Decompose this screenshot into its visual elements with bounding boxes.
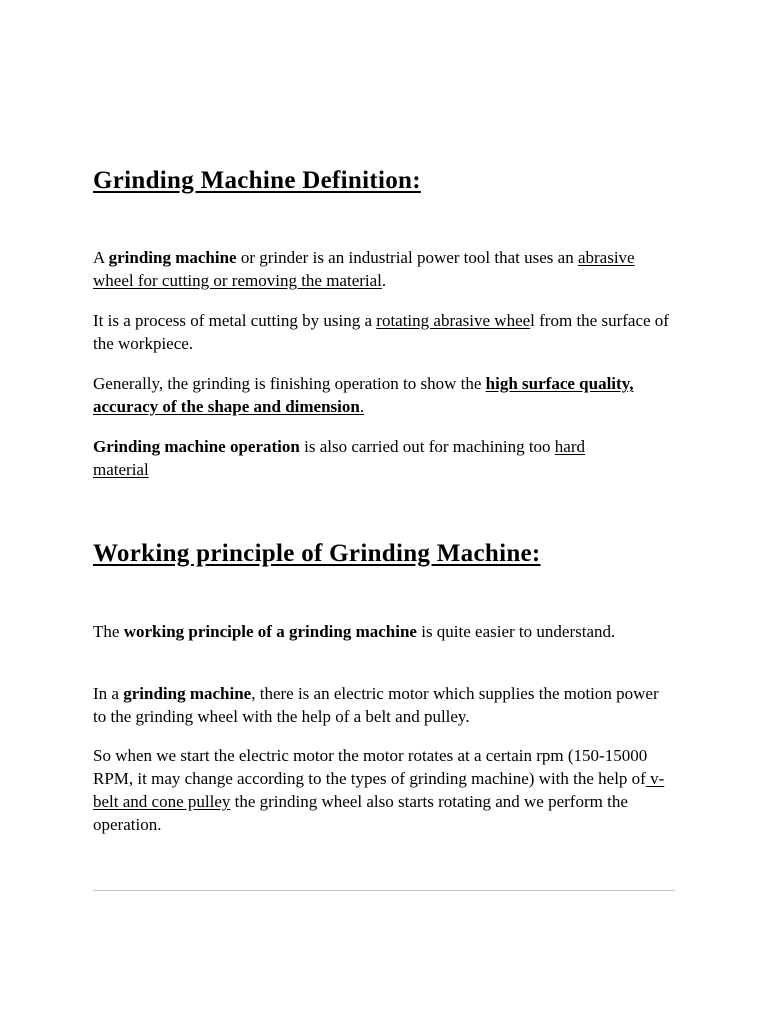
underlined-hard-material: hard material — [93, 437, 586, 479]
text-run: A — [93, 248, 109, 267]
text-run: In a — [93, 684, 124, 703]
paragraph-working-principle — [93, 620, 638, 643]
paragraph-operation — [93, 435, 633, 481]
paragraph-finishing — [93, 372, 638, 418]
text-run: or grinder is an industrial power tool that uses an — [236, 248, 578, 267]
heading-working-principle: Working principle of Grinding Machine: — [93, 540, 541, 567]
bold-grinding-machine: grinding machine — [108, 248, 237, 267]
text-run: l from the surface of the workpiece. — [93, 311, 669, 353]
bold-working-principle: working principle of a grinding machine — [123, 622, 417, 641]
underlined-rotating-abrasive-wheel: rotating abrasive whee — [376, 311, 531, 330]
text-run: The — [93, 622, 124, 641]
bold-grinding-machine-operation: Grinding machine operation — [93, 437, 300, 456]
text-run: is quite easier to understand. — [416, 622, 616, 641]
underlined-abrasive-wheel: abrasive wheel for cutting or removing the material — [93, 248, 635, 290]
text-run: . — [359, 397, 365, 416]
text-run: the grinding wheel also starts rotating and we perform the operation. — [93, 792, 628, 834]
bold-underlined-high-surface-quality: high surface quality, accuracy of the shape and dimension — [93, 374, 634, 416]
paragraph-rpm — [93, 744, 668, 836]
horizontal-divider — [93, 890, 675, 891]
paragraph-definition — [93, 246, 663, 292]
section-definition — [93, 166, 421, 196]
paragraph-electric-motor — [93, 682, 675, 728]
heading-grinding-machine-definition: Grinding Machine Definition: — [93, 167, 421, 194]
text-run: Generally, the grinding is finishing operation to show the — [93, 374, 486, 393]
text-run: It is a process of metal cutting by using a — [93, 311, 377, 330]
paragraph-process — [93, 309, 683, 355]
text-run: . — [381, 271, 387, 290]
underlined-v-belt-cone-pulley: v-belt and cone pulley — [93, 769, 665, 811]
text-run: So when we start the electric motor the motor rotates at a certain rpm (150-15000 RPM, it may change according to the types of grinding machine) with the help of — [93, 746, 648, 788]
bold-grinding-machine: grinding machine — [123, 684, 252, 703]
section-working-principle — [93, 539, 541, 569]
text-run: is also carried out for machining too — [299, 437, 555, 456]
text-run: , there is an electric motor which supplies the motion power to the grinding wheel with the help of a belt and pulley. — [93, 684, 659, 726]
